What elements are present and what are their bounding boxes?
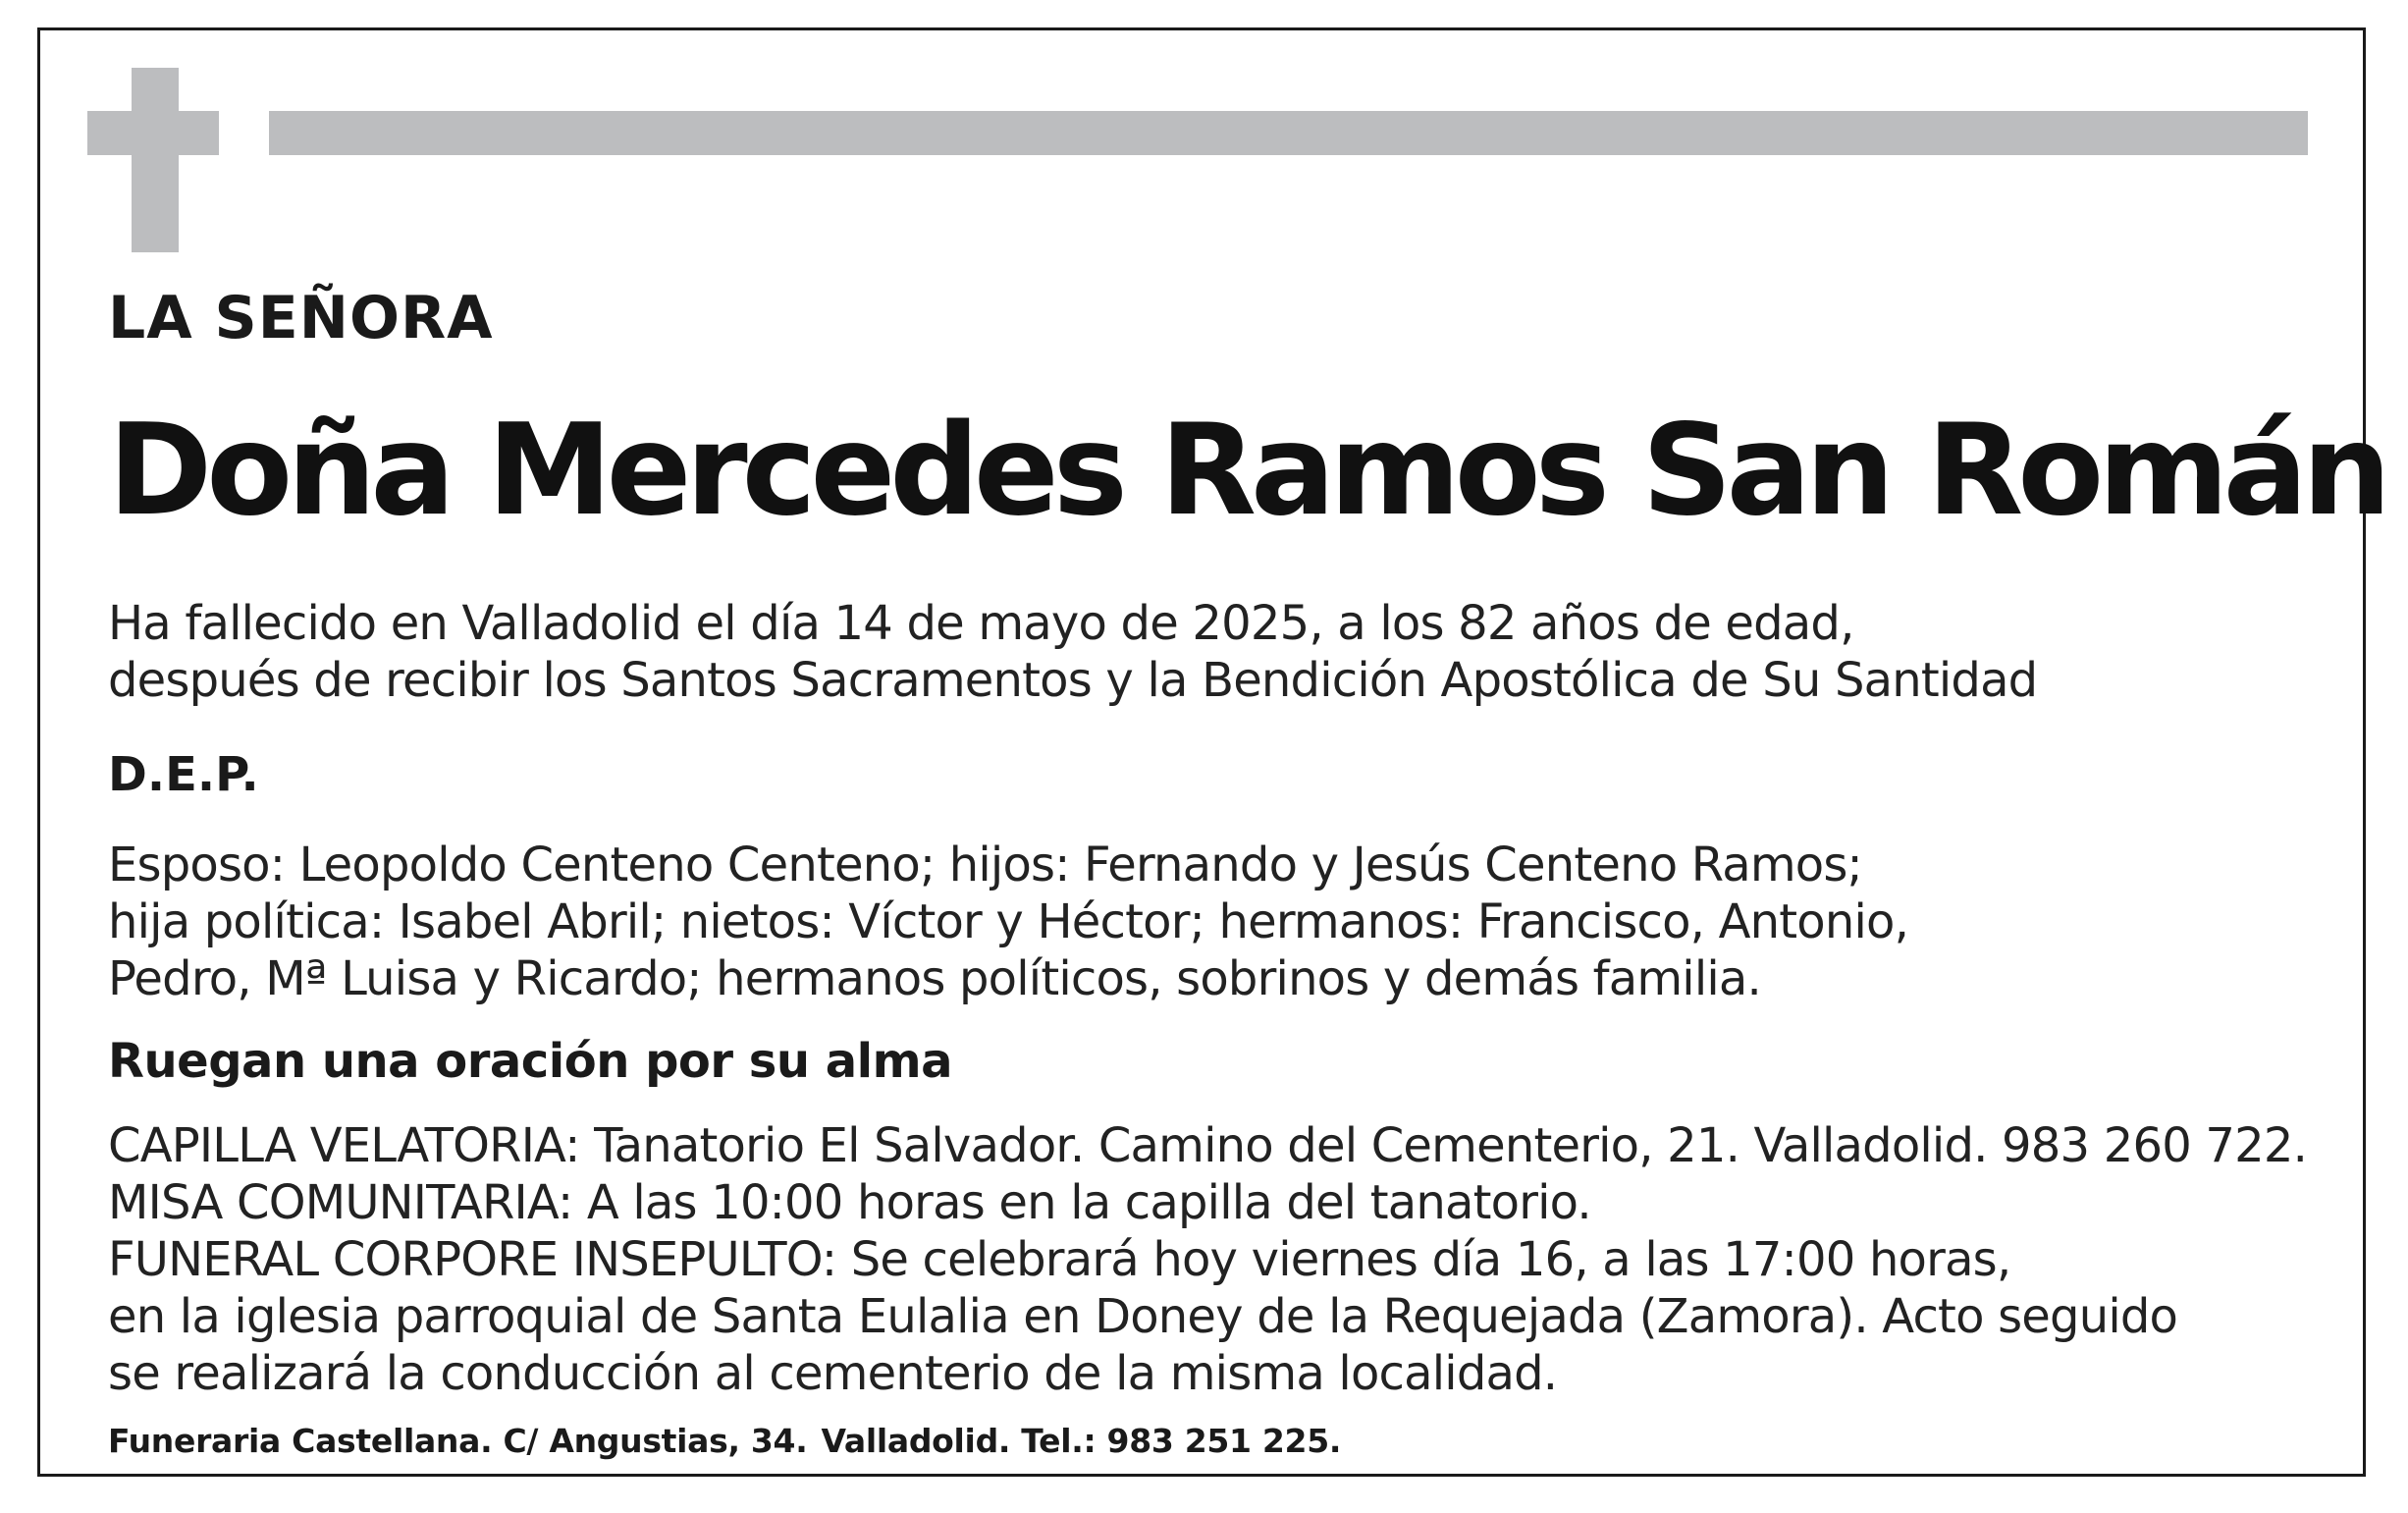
family-line-3: Pedro, Mª Luisa y Ricardo; hermanos políticos, sobrinos y demás familia. <box>108 951 1761 1006</box>
service-line-3: FUNERAL CORPORE INSEPULTO: Se celebrará hoy viernes día 16, a las 17:00 horas, <box>108 1232 2011 1287</box>
funeral-home-footer <box>108 1421 1341 1462</box>
announcement-line-1: Ha fallecido en Valladolid el día 14 de mayo de 2025, a los 82 años de edad, <box>108 596 1854 651</box>
header-divider-bar <box>269 111 2308 155</box>
service-line-4: en la iglesia parroquial de Santa Eulalia en Doney de la Requejada (Zamora). Acto seguido <box>108 1289 2178 1344</box>
service-line-5: se realizará la conducción al cementerio de la misma localidad. <box>108 1346 1558 1401</box>
service-line-2: MISA COMUNITARIA: A las 10:00 horas en la capilla del tanatorio. <box>108 1175 1591 1230</box>
rip-label: D.E.P. <box>108 747 259 802</box>
funeral-home-phone: Valladolid. Tel.: 983 251 225. <box>821 1422 1342 1460</box>
prayer-request: Ruegan una oración por su alma <box>108 1034 952 1089</box>
service-line-1: CAPILLA VELATORIA: Tanatorio El Salvador. Camino del Cementerio, 21. Valladolid. 983 260 722. <box>108 1118 2308 1173</box>
family-line-1: Esposo: Leopoldo Centeno Centeno; hijos: Fernando y Jesús Centeno Ramos; <box>108 838 1862 892</box>
family-line-2: hija política: Isabel Abril; nietos: Víctor y Héctor; hermanos: Francisco, Antonio, <box>108 894 1909 949</box>
announcement-line-2: después de recibir los Santos Sacramentos y la Bendición Apostólica de Su Santidad <box>108 653 2038 708</box>
cross-vertical-bar <box>132 68 179 252</box>
honorific-label: LA SEÑORA <box>108 284 494 352</box>
cross-horizontal-bar <box>87 111 219 155</box>
deceased-name: Doña Mercedes Ramos San Román <box>108 398 2386 544</box>
funeral-home-address: Funeraria Castellana. C/ Angustias, 34. <box>108 1422 808 1460</box>
